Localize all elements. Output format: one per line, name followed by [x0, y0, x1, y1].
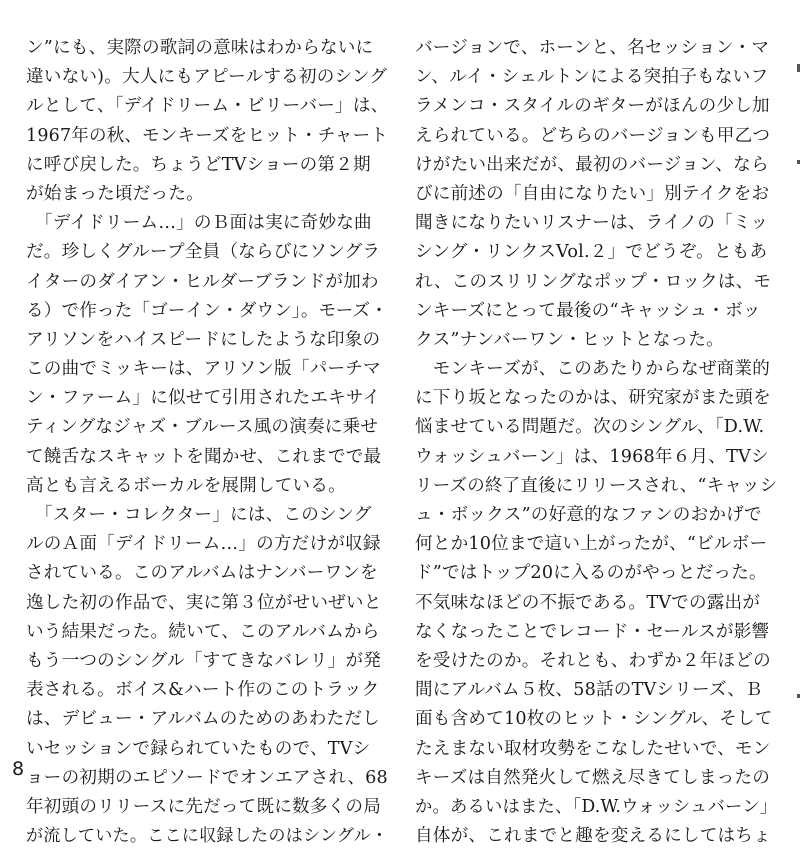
text-line: に下り坂となったのかは、研究家がまた頭を [415, 388, 771, 409]
text-line: ョーの初期のエピソードでオンエアされ、68 [26, 767, 388, 788]
text-line: バージョンで、ホーンと、名セッション・マ [415, 38, 770, 58]
text-line: 間にアルバム５枚、58話のTVシリーズ、Ｂ [415, 680, 763, 701]
text-line: れ、このスリリングなポップ・ロックは、モ [415, 271, 772, 292]
text-line: この曲でミッキーは、アリソン版「パーチマ [26, 359, 381, 380]
text-line: 悩ませている問題だ。次のシングル、「D.W. [415, 417, 765, 438]
text-line: されている。このアルバムはナンバーワンを [26, 563, 378, 584]
text-line: 年初頭のリリースに先だって既に数多くの局 [26, 796, 381, 817]
text-line: いセッションで録られていたもので、TVシ [26, 738, 371, 759]
text-line: 「デイドリーム…」のＢ面は実に奇妙な曲 [26, 213, 372, 234]
text-line: ン、ルイ・シェルトンによる突拍子もないフ [415, 67, 769, 88]
text-line: リーズの終了直後にリリースされ、“キャッシ [415, 475, 778, 496]
text-line: 自体が、これまでと趣を変えるにしてはちょ [415, 826, 771, 847]
text-line: けがたい出来だが、最初のバージョン、なら [415, 154, 769, 175]
text-line: ュ・ボックス”の好意的なファンのおかげで [415, 505, 762, 525]
text-line: なくなったことでレコード・セールスが影響 [415, 621, 770, 642]
text-line: ティングなジャズ・ブルース風の演奏に乗せ [26, 417, 379, 438]
text-line: は、デビュー・アルバムのためのあわただし [26, 709, 380, 730]
text-line: 何とか10位まで這い上がったが、“ビルボー [415, 534, 768, 555]
text-line: えられている。どちらのバージョンも甲乙つ [415, 125, 771, 146]
text-line: シング・リンクスVol.２」でどうぞ。ともあ [415, 242, 768, 263]
text-line: 面も含めて10枚のヒット・シングル、そして [415, 709, 773, 730]
text-line: だ。珍しくグループ全員（ならびにソングラ [26, 242, 381, 263]
text-line: キーズは自然発火して燃え尽きてしまったの [415, 767, 770, 788]
text-line: たえまない取材攻勢をこなしたせいで、モン [415, 738, 771, 759]
text-line: ン・ファーム」に似せて引用されたエキサイ [26, 388, 381, 409]
right-column [415, 34, 778, 851]
text-line: モンキーズが、このあたりからなぜ商業的 [415, 359, 770, 380]
text-line: が始まった頃だった。 [26, 183, 204, 204]
text-line: 表される。ボイス&ハート作のこのトラック [26, 680, 380, 701]
text-line: て饒舌なスキャットを聞かせ、これまでで最 [26, 446, 382, 467]
text-line: る）で作った「ゴーイン・ダウン」。モーズ・ [26, 300, 389, 321]
text-line: か。あるいはまた、「D.W.ウォッシュバーン」 [415, 796, 778, 817]
text-line: に呼び戻した。ちょうどTVショーの第２期 [26, 154, 371, 175]
text-line: が流していた。ここに収録したのはシングル・ [26, 826, 389, 847]
text-line: もう一つのシングル「すてきなバレリ」が発 [26, 650, 382, 671]
text-line: 1967年の秋、モンキーズをヒット・チャート [26, 125, 389, 146]
text-line: 「スター・コレクター」には、このシング [26, 505, 372, 525]
text-line: ルのＡ面「デイドリーム…」の方だけが収録 [26, 534, 381, 555]
page-number: 8 [12, 758, 25, 780]
text-line: ン”にも、実際の歌詞の意味はわからないに [26, 38, 374, 58]
text-line: 違いない)。大人にもアピールする初のシング [26, 67, 388, 88]
text-line: 高とも言えるボーカルを展開している。 [26, 475, 346, 496]
text-line: 不気味なほどの不振である。TVでの露出が [415, 592, 761, 613]
text-line: いう結果だった。続いて、このアルバムから [26, 621, 380, 642]
text-line: 逸した初の作品で、実に第３位がせいぜいと [26, 592, 382, 613]
text-line: びに前述の「自由になりたい」別テイクをお [415, 183, 770, 204]
text-line: ラメンコ・スタイルのギターがほんの少し加 [415, 96, 770, 117]
text-line: ド”ではトップ20に入るのがやっとだった。 [415, 563, 767, 584]
text-line: ンキーズにとって最後の“キャッシュ・ボッ [415, 300, 761, 321]
text-line: アリソンをハイスピードにしたような印象の [26, 329, 381, 350]
text-line: 聞きになりたいリスナーは、ライノの「ミッ [415, 213, 769, 234]
text-line: ルとして、「デイドリーム・ビリーバー」は、 [26, 96, 389, 117]
text-line: ウォッシュバーン」は、1968年６月、TVシ [415, 446, 769, 467]
text-line: クス”ナンバーワン・ヒットとなった。 [415, 329, 724, 350]
text-line: イターのダイアン・ヒルダーブランドが加わ [26, 271, 379, 292]
text-line: を受けたのか。それとも、わずか２年ほどの [415, 650, 771, 671]
left-column [26, 34, 389, 851]
